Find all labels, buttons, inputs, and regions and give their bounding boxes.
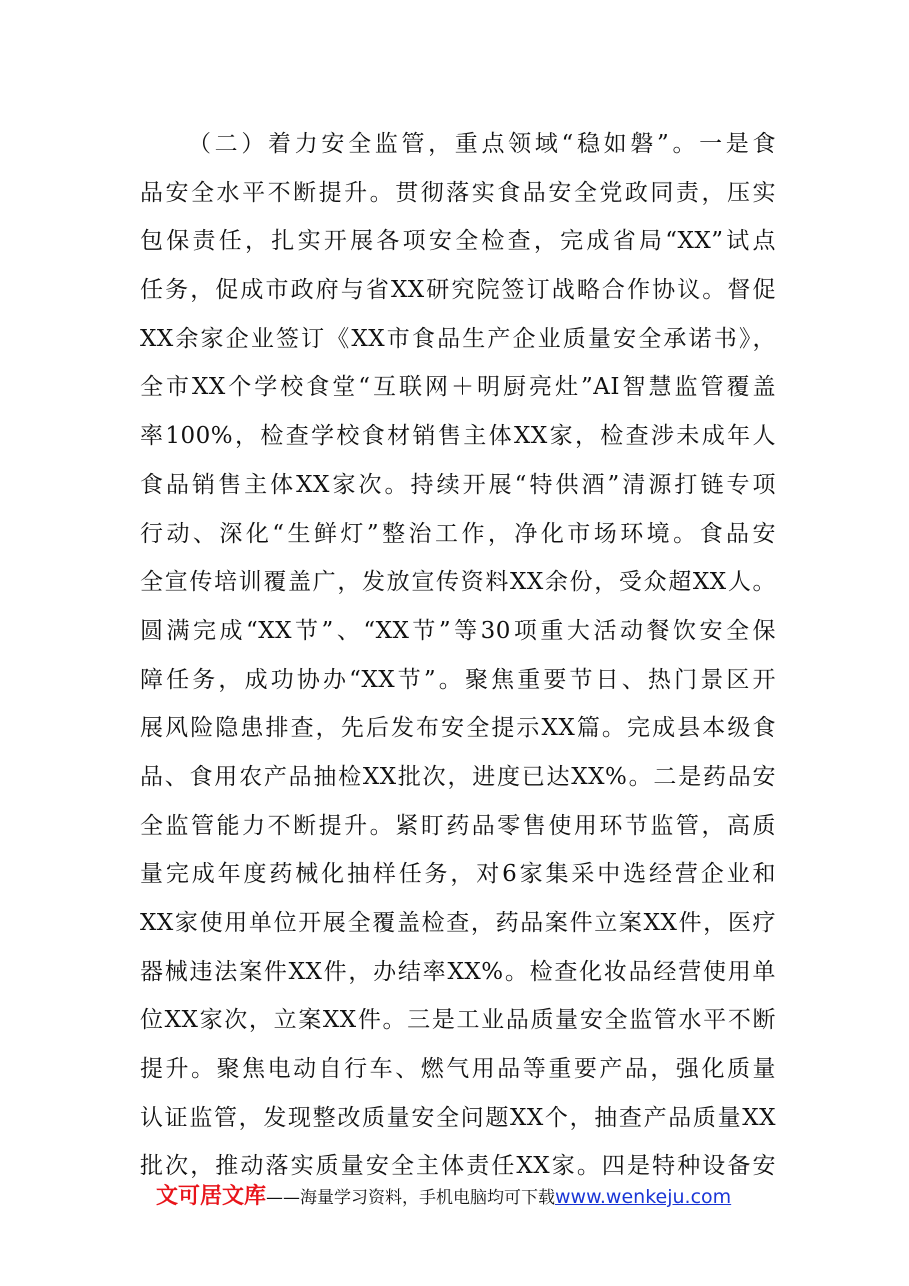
text-line: 提升。聚焦电动自行车、燃气用品等重要产品，强化质量 [140,1056,776,1083]
text-line: 食品销售主体XX家次。持续开展“特供酒”清源打链专项 [140,471,776,498]
body-paragraph [140,120,776,1191]
text-line: 认证监管，发现整改质量安全问题XX个，抽查产品质量XX [140,1104,776,1131]
text-line: 包保责任，扎实开展各项安全检查，完成省局“XX”试点 [140,228,776,255]
text-line: 品安全水平不断提升。贯彻落实食品安全党政同责，压实 [140,179,776,206]
text-line: 展风险隐患排查，先后发布安全提示XX篇。完成县本级食 [140,715,776,742]
text-line: 全宣传培训覆盖广，发放宣传资料XX余份，受众超XX人。 [140,569,776,596]
footer-brand: 文可居文库 [156,1184,267,1209]
text-line: 批次，推动落实质量安全主体责任XX家。四是特种设备安 [140,1153,776,1180]
text-line: 品、食用农产品抽检XX批次，进度已达XX%。二是药品安 [140,763,776,790]
text-line: 全监管能力不断提升。紧盯药品零售使用环节监管，高质 [140,812,776,839]
text-line: 任务，促成市政府与省XX研究院签订战略合作协议。督促 [140,277,776,304]
text-line: XX家使用单位开展全覆盖检查，药品案件立案XX件，医疗 [140,910,776,936]
text-line: 全市XX个学校食堂“互联网＋明厨亮灶”AI智慧监管覆盖 [140,374,776,401]
text-line: 行动、深化“生鲜灯”整治工作，净化市场环境。食品安 [140,520,776,547]
footer-banner [156,1181,731,1213]
text-line: 圆满完成“XX节”、“XX节”等30项重大活动餐饮安全保 [140,617,776,644]
footer-website-link[interactable]: www.wenkeju.com [555,1186,732,1208]
text-line: 位XX家次，立案XX件。三是工业品质量安全监管水平不断 [140,1007,776,1034]
text-line: XX余家企业签订《XX市食品生产企业质量安全承诺书》， [140,325,776,352]
text-line: 量完成年度药械化抽样任务，对6家集采中选经营企业和 [140,861,776,888]
text-line: 器械违法案件XX件，办结率XX%。检查化妆品经营使用单 [140,958,776,985]
footer-tagline: ——海量学习资料，手机电脑均可下载 [266,1188,556,1208]
text-line: （二）着力安全监管，重点领域“稳如磐”。一是食 [188,131,776,157]
text-line: 障任务，成功协办“XX节”。聚焦重要节日、热门景区开 [140,666,776,693]
text-line: 率100%，检查学校食材销售主体XX家，检查涉未成年人 [140,423,776,450]
